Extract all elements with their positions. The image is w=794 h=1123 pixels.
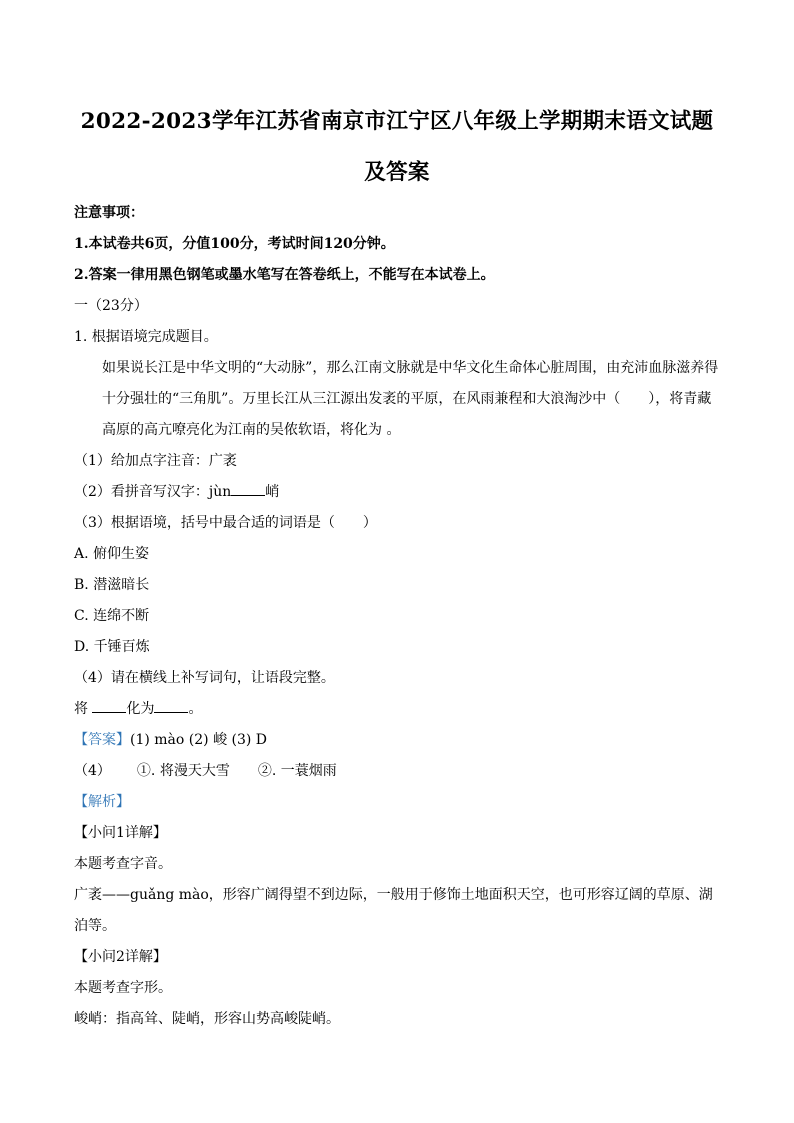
analysis-q2-line-1: 本题考查字形。: [74, 980, 172, 996]
fill-middle: 化为: [126, 701, 155, 717]
analysis-q1-line-1: 本题考查字音。: [74, 856, 172, 872]
analysis-q2-line-2: 峻峭：指高耸、陡峭，形容山势高峻陡峭。: [74, 1011, 340, 1027]
answer-sub4-number: （4）: [74, 763, 111, 779]
option-a: A. 俯仰生姿: [74, 546, 150, 562]
answer-blank: [92, 700, 126, 713]
analysis-q1-line-2: 广袤——guǎng mào，形容广阔得望不到边际，一般用于修饰土地面积天空，也可形容辽阔的草原、湖泊等。: [74, 887, 713, 934]
subquestion-4: （4）请在横线上补写词句，让语段完整。: [74, 670, 335, 686]
answer-blank: [231, 483, 265, 496]
subquestion-2-prefix: （2）看拼音写汉字：jùn: [74, 484, 232, 500]
subquestion-2: [74, 477, 720, 508]
answer-blank: [154, 700, 188, 713]
answer-sub4-b: ②. 一蓑烟雨: [257, 763, 337, 779]
answer-sub4-a: ①. 将漫天大雪: [136, 763, 230, 779]
answer-line: [74, 725, 720, 756]
analysis-tag: 【解析】: [74, 794, 130, 810]
document-title: 2022-2023学年江苏省南京市江宁区八年级上学期期末语文试题及答案: [80, 109, 714, 185]
option-c: C. 连绵不断: [74, 608, 150, 624]
subquestion-2-suffix: 峭: [265, 484, 280, 500]
analysis-q2-heading: 【小问2详解】: [74, 949, 167, 965]
answer-text: (1) mào (2) 峻 (3) D: [130, 732, 268, 748]
document-page: [74, 96, 720, 1035]
analysis-q1-heading: 【小问1详解】: [74, 825, 167, 841]
subquestion-1: （1）给加点字注音：广袤: [74, 453, 237, 469]
fill-end: 。: [188, 701, 203, 717]
notes-heading: 注意事项：: [74, 205, 144, 221]
notes-item-1: 1.本试卷共6页，分值100分，考试时间120分钟。: [74, 236, 395, 252]
option-b: B. 潜滋暗长: [74, 577, 150, 593]
section-heading: 一（23分）: [74, 298, 148, 314]
fill-prefix: 将: [74, 701, 93, 717]
answer-tag: 【答案】: [74, 732, 130, 748]
fill-in-line: [74, 694, 720, 725]
question-1-prompt: 1. 根据语境完成题目。: [74, 329, 218, 345]
subquestion-3: （3）根据语境，括号中最合适的词语是（ ）: [74, 515, 377, 531]
question-1-passage: 如果说长江是中华文明的“大动脉”，那么江南文脉就是中华文化生命体心脏周围，由充沛血脉滋养得十分强壮的“三角肌”。万里长江从三江源出发袤的平原，在风雨兼程和大浪淘沙中（ ），将青藏高原的高亢嘹亮化为江南的吴侬软语，将化为 。: [102, 360, 719, 438]
notes-item-2: 2.答案一律用黑色钢笔或墨水笔写在答卷纸上，不能写在本试卷上。: [74, 267, 495, 283]
answer-line-2: [74, 756, 720, 787]
option-d: D. 千锤百炼: [74, 639, 150, 655]
